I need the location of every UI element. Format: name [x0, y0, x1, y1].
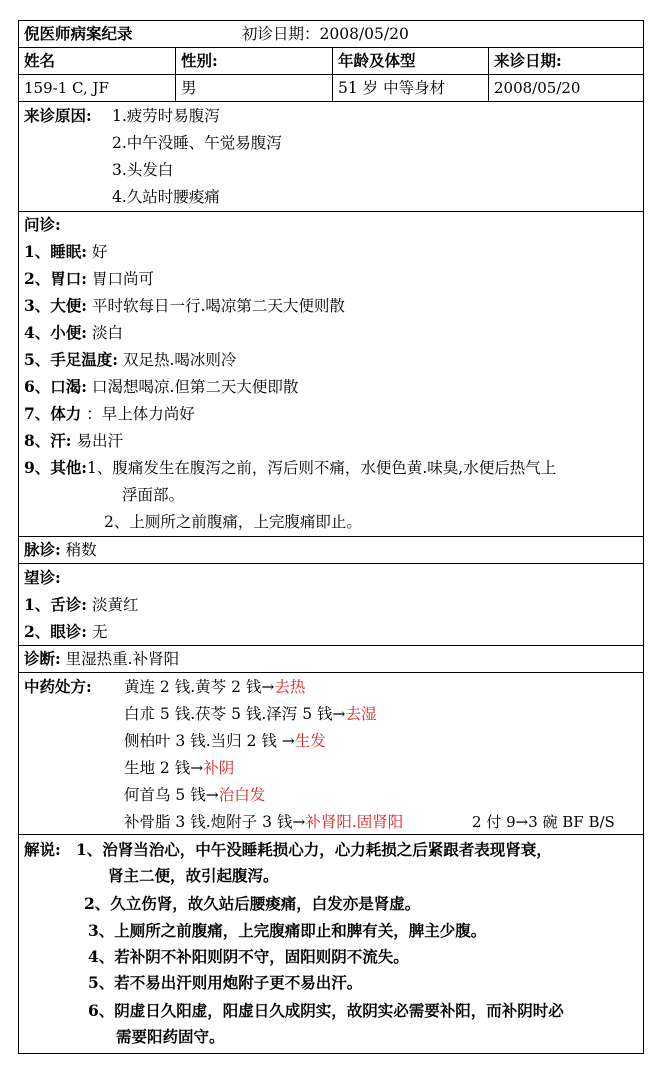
explanation-item: 6、阴虚日久阳虚，阳虚日久成阴实，故阴实必需要补阳，而补阴时必	[88, 1001, 564, 1020]
row-divider	[18, 672, 644, 673]
row-divider	[18, 645, 644, 646]
col-header-age: 年龄及体型	[338, 51, 416, 70]
row-divider	[18, 211, 644, 212]
pulse-value: 稍数	[60, 541, 97, 559]
visit-date: 2008/05/20	[494, 79, 581, 97]
prescription-line	[124, 758, 234, 778]
prescription-label: 中药处方:	[24, 677, 92, 696]
observation-value-eyes: 无	[87, 623, 108, 641]
col-header-name: 姓名	[24, 51, 56, 70]
herb-effect: 生发	[294, 732, 326, 750]
row-divider	[18, 536, 644, 537]
inquiry-label-other: 9、其他:	[24, 458, 88, 477]
prescription-line	[124, 731, 326, 751]
inquiry-value-appetite: 胃口尚可	[87, 270, 154, 288]
inquiry-value-sleep: 好	[87, 243, 108, 261]
observation-label-tongue: 1、舌诊:	[24, 595, 88, 614]
reasons-label: 来诊原因:	[24, 106, 92, 125]
inquiry-value-limb-temp: 双足热.喝冰则冷	[118, 351, 237, 369]
inquiry-value-sweat: 易出汗	[71, 432, 123, 450]
prescription-line	[124, 704, 377, 724]
inquiry-value-energy: ：早上体力尚好	[81, 405, 195, 423]
col-header-sex: 性别:	[181, 51, 218, 70]
diagnosis-label: 诊断:	[24, 649, 61, 668]
inquiry-value-stool: 平时软每日一行.喝凉第二天大便则散	[87, 297, 345, 315]
observation-heading: 望诊:	[24, 568, 61, 587]
patient-name: 159-1 C, JF	[24, 79, 109, 97]
inquiry-label-energy: 7、体力	[24, 404, 82, 423]
pulse-label: 脉诊:	[24, 540, 61, 559]
herb-dose: 生地 2 钱→	[124, 759, 204, 777]
explanation-item: 1、治肾当治心，中午没睡耗损心力，心力耗损之后紧跟者表现肾衰，	[76, 840, 552, 859]
column-divider	[488, 47, 489, 102]
table-border-left	[18, 20, 19, 1054]
herb-effect: 补阴	[203, 759, 235, 777]
column-divider	[332, 47, 333, 102]
herb-effect: 治白发	[218, 786, 266, 804]
prescription-line	[124, 785, 265, 805]
explanation-item: 4、若补阴不补阳则阴不守，固阳则阴不流失。	[88, 947, 409, 966]
reason-item: 3.头发白	[112, 161, 174, 179]
herb-effect: 去湿	[345, 705, 377, 723]
inquiry-value-other: 1、腹痛发生在腹泻之前，泻后则不痛，水便色黄.味臭,水便后热气上	[87, 459, 557, 477]
explanation-item: 3、上厕所之前腹痛，上完腹痛即止和脾有关，脾主少腹。	[88, 921, 487, 940]
reason-item: 1.疲劳时易腹泻	[112, 107, 220, 125]
explanation-item: 2、久立伤肾，故久站后腰痠痛，白发亦是肾虚。	[84, 894, 421, 913]
inquiry-label-appetite: 2、胃口:	[24, 269, 88, 288]
herb-dose: 白朮 5 钱.茯苓 5 钱.泽泻 5 钱→	[124, 705, 346, 723]
inquiry-label-stool: 3、大便:	[24, 296, 88, 315]
patient-sex: 男	[181, 79, 197, 97]
first-visit-date: 初诊日期：2008/05/20	[242, 25, 409, 43]
row-divider	[18, 834, 644, 835]
col-header-visit-date: 来诊日期:	[494, 51, 562, 70]
row-divider	[18, 101, 644, 102]
table-border-top	[18, 20, 644, 21]
prescription-line	[124, 812, 403, 832]
patient-age-build: 51 岁 中等身材	[338, 79, 446, 97]
herb-effect: 去热	[274, 678, 306, 696]
dosage-instructions: 2 付 9→3 碗 BF B/S	[472, 813, 615, 831]
herb-dose: 侧柏叶 3 钱.当归 2 钱 →	[124, 732, 295, 750]
inquiry-label-thirst: 6、口渴:	[24, 377, 88, 396]
explanation-item: 5、若不易出汗则用炮附子更不易出汗。	[88, 973, 363, 992]
observation-value-tongue: 淡黄红	[87, 596, 139, 614]
inquiry-label-urine: 4、小便:	[24, 323, 88, 342]
inquiry-label-sweat: 8、汗:	[24, 431, 72, 450]
prescription-line	[124, 677, 305, 697]
herb-dose: 补骨脂 3 钱.炮附子 3 钱→	[124, 813, 306, 831]
inquiry-label-sleep: 1、睡眠:	[24, 242, 88, 261]
record-title: 倪医师病案纪录	[24, 24, 133, 43]
herb-dose: 黄连 2 钱.黄芩 2 钱→	[124, 678, 275, 696]
table-border-right	[643, 20, 644, 1054]
inquiry-value-thirst: 口渴想喝凉.但第二天大便即散	[87, 378, 299, 396]
inquiry-other-second: 2、上厕所之前腹痛，上完腹痛即止。	[104, 513, 362, 531]
row-divider	[18, 47, 644, 48]
reason-item: 4.久站时腰痠痛	[112, 188, 220, 206]
column-divider	[175, 47, 176, 102]
diagnosis-value: 里湿热重.补肾阳	[60, 650, 180, 668]
explanation-item-continued: 肾主二便，故引起腹泻。	[108, 866, 279, 885]
herb-dose: 何首乌 5 钱→	[124, 786, 219, 804]
inquiry-label-limb-temp: 5、手足温度:	[24, 350, 119, 369]
observation-label-eyes: 2、眼诊:	[24, 622, 88, 641]
explanation-item-continued: 需要阳药固守。	[116, 1027, 225, 1046]
reason-item: 2.中午没睡、午觉易腹泻	[112, 134, 282, 152]
inquiry-value-urine: 淡白	[87, 324, 123, 342]
inquiry-heading: 问诊:	[24, 215, 61, 234]
inquiry-other-continued: 浮面部。	[122, 486, 185, 504]
herb-effect: 补肾阳.固肾阳	[305, 813, 404, 831]
table-border-bottom	[18, 1053, 644, 1054]
row-divider	[18, 563, 644, 564]
row-divider	[18, 74, 644, 75]
explanation-label: 解说:	[24, 840, 61, 859]
